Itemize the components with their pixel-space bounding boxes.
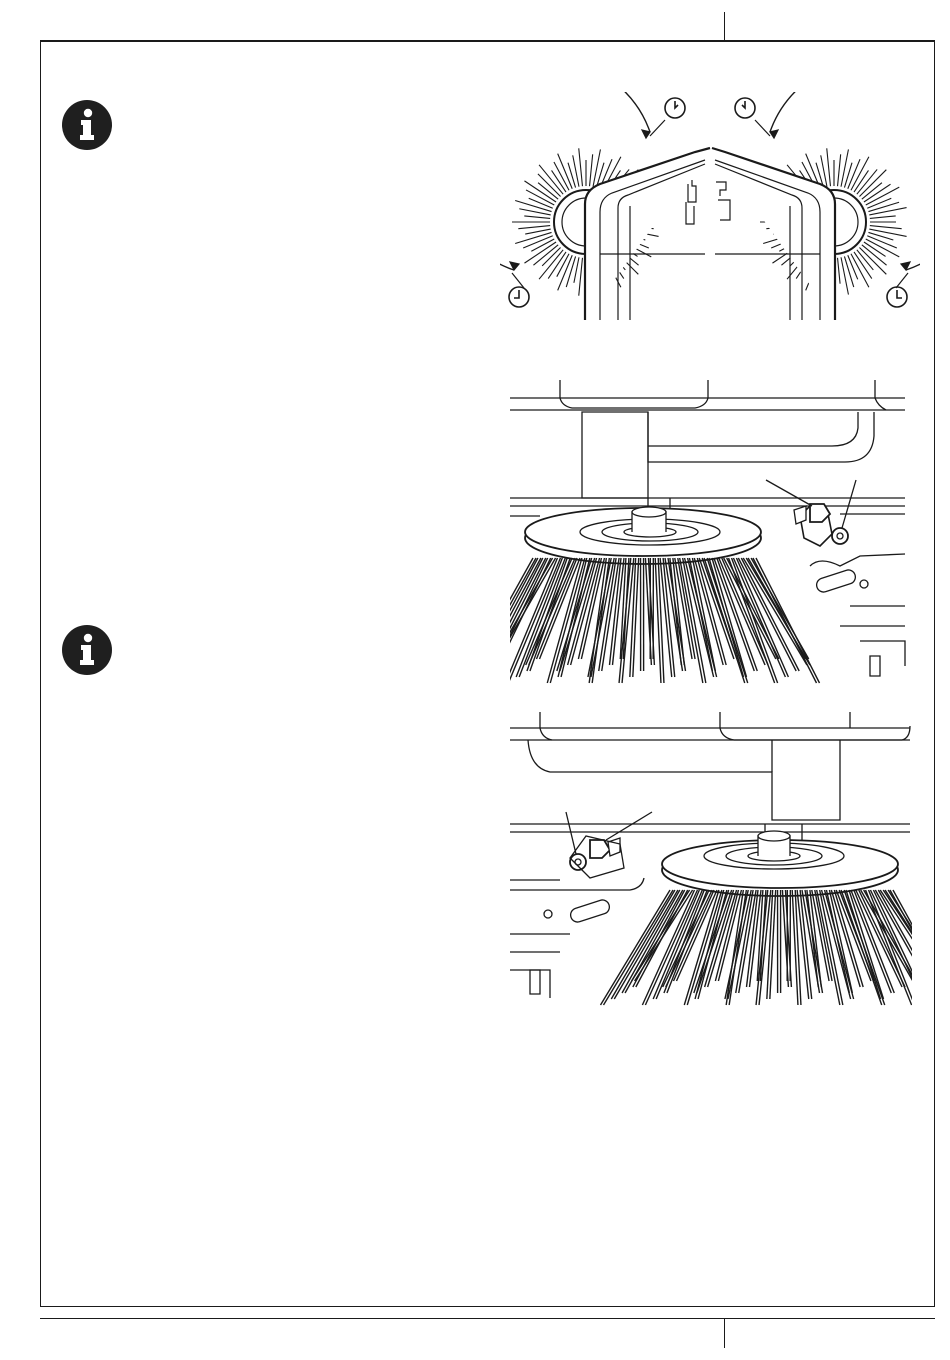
header-cell-divider [724, 12, 725, 41]
clock-icon [663, 96, 687, 120]
right-side-brush-figure [510, 376, 912, 688]
footer-cell-divider [724, 1318, 725, 1348]
left-side-brush-figure [510, 708, 912, 1008]
info-icon [61, 99, 113, 151]
info-icon [61, 624, 113, 676]
clock-icon [885, 285, 909, 309]
clock-icon [507, 285, 531, 309]
clock-icon [733, 96, 757, 120]
side-brush-rotation-figure [500, 92, 920, 324]
footer-rule [40, 1318, 935, 1319]
